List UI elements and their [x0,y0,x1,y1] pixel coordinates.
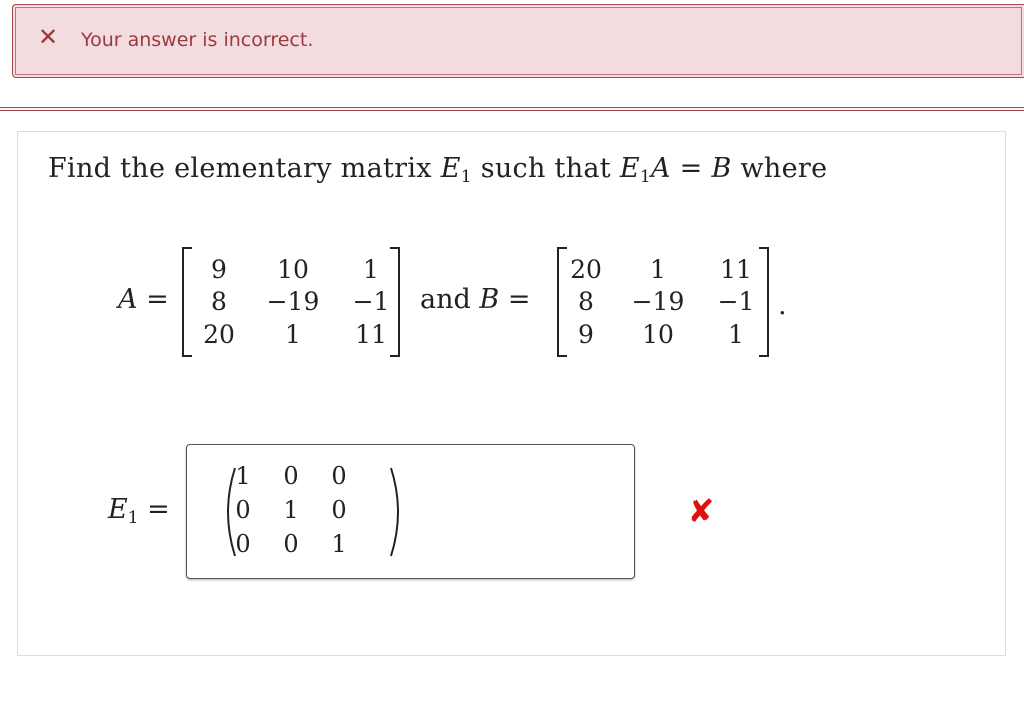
matrix-a-cell: 1 [285,320,301,349]
answer-cell[interactable]: 0 [283,530,299,558]
divider [0,107,1024,111]
x-mark-icon: ✕ [37,23,59,51]
answer-cell[interactable]: 0 [283,462,299,490]
matrix-a-label: A = [118,284,169,315]
matrix-b [557,247,769,357]
period: . [778,290,787,321]
matrix-b-cell: 9 [578,320,594,349]
matrix-a-cell: −19 [266,287,320,316]
answer-cell[interactable]: 1 [235,462,251,490]
answer-input[interactable] [186,444,635,579]
matrix-b-cell: 1 [650,255,666,284]
answer-cell[interactable]: 0 [235,496,251,524]
matrix-a-cell: 1 [363,255,379,284]
answer-cell[interactable]: 1 [331,530,347,558]
answer-cell[interactable]: 0 [331,462,347,490]
matrix-a-cell: 11 [355,320,387,349]
matrix-a-cell: −1 [352,287,390,316]
wrong-x-icon: ✘ [687,492,715,530]
matrix-b-cell: 1 [728,320,744,349]
matrix-b-cell: −1 [717,287,755,316]
question-prompt: Find the elementary matrix $E_1$ such that $E_1A = B$ where [48,153,828,187]
matrix-a [182,247,400,357]
matrix-a-cell: 10 [277,255,309,284]
matrix-a-cell: 8 [211,287,227,316]
matrix-a-cell: 20 [203,320,235,349]
feedback-message: Your answer is incorrect. [81,29,314,51]
answer-cell[interactable]: 0 [331,496,347,524]
matrix-b-cell: 20 [570,255,602,284]
matrix-a-cell: 9 [211,255,227,284]
answer-label: $E_1$ = [108,494,170,528]
feedback-banner [12,4,1024,78]
answer-cell[interactable]: 0 [235,530,251,558]
matrix-b-cell: 8 [578,287,594,316]
matrix-b-cell: 10 [642,320,674,349]
matrix-b-cell: −19 [631,287,685,316]
answer-cell[interactable]: 1 [283,496,299,524]
matrix-b-label: and B = [420,284,531,315]
right-paren-icon [367,464,427,560]
matrix-b-cell: 11 [720,255,752,284]
